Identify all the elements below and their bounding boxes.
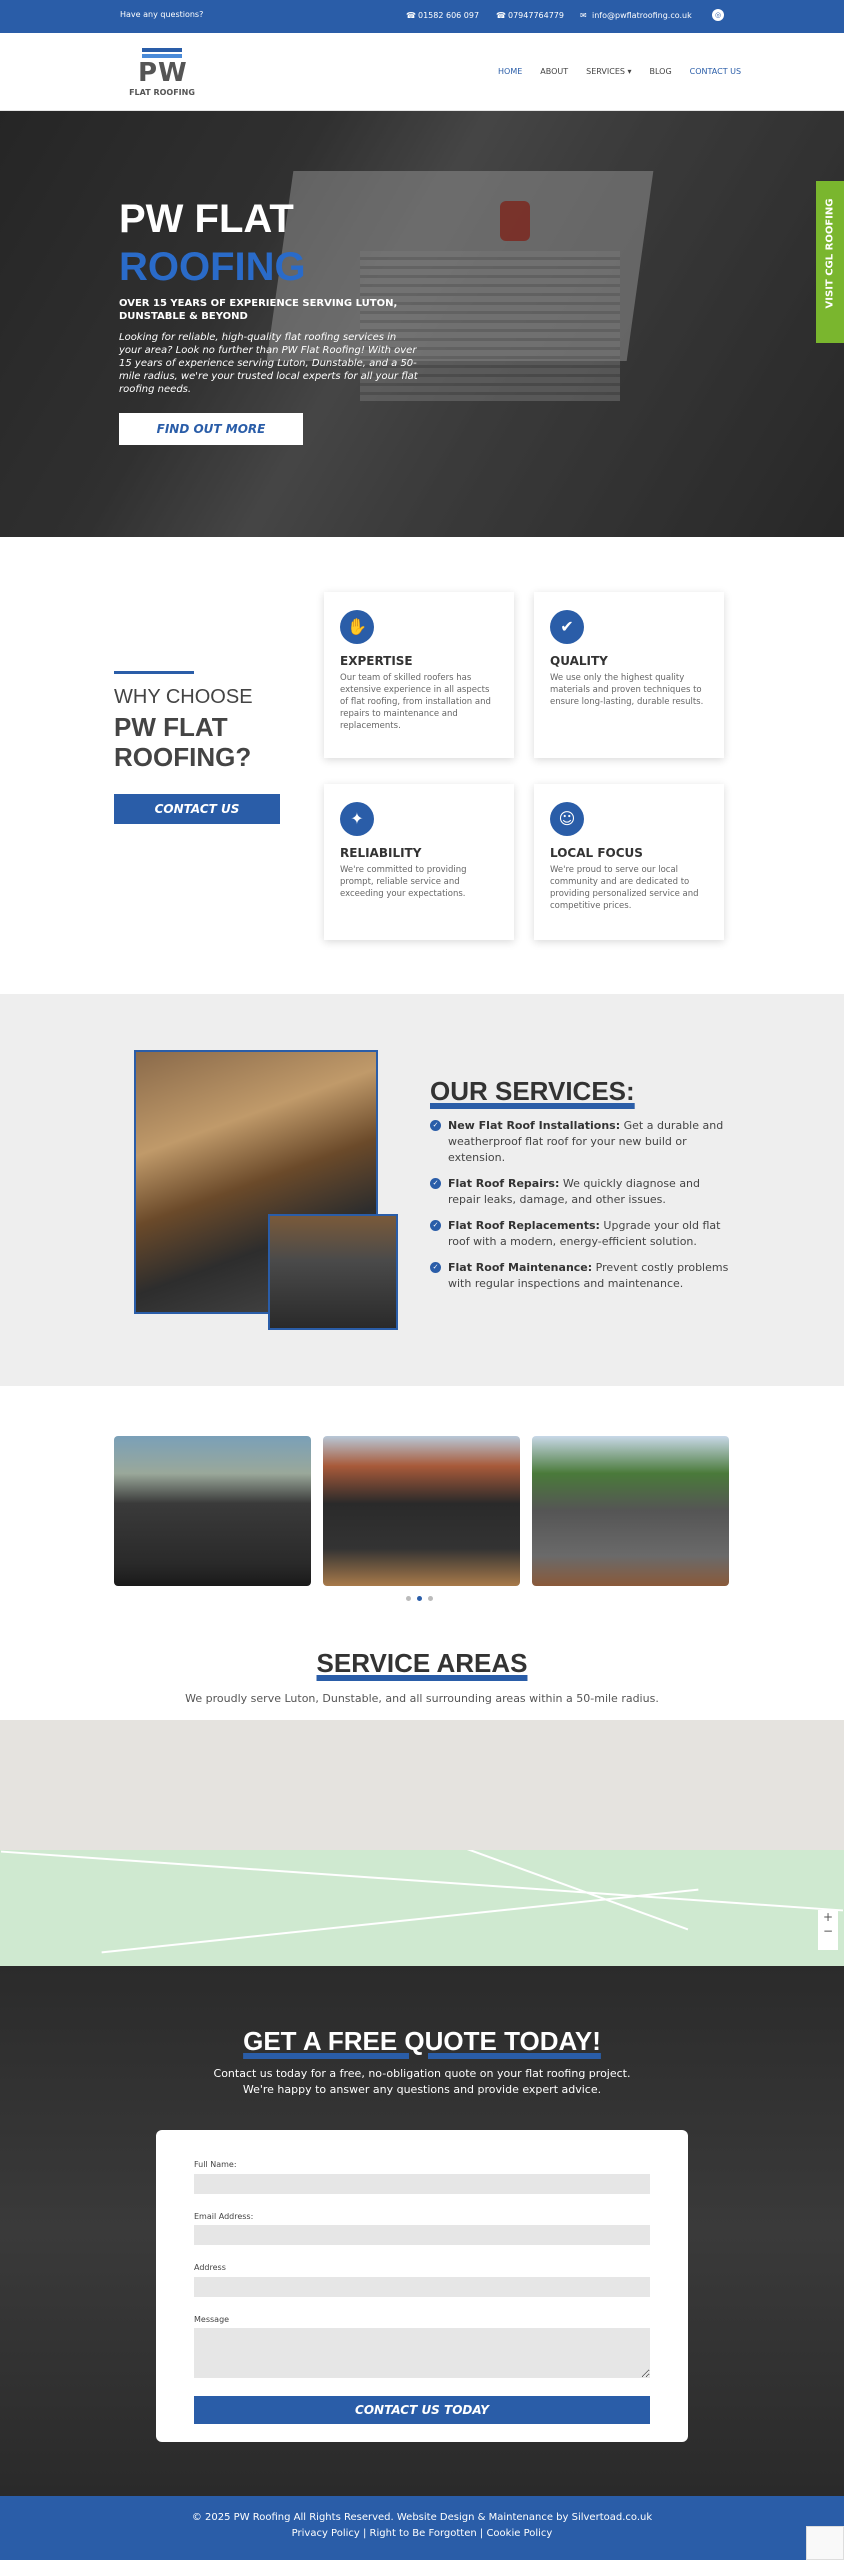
card-text: We use only the highest quality materials and proven techniques to ensure long-lasting, durable results. xyxy=(550,673,704,707)
footer-links xyxy=(0,2528,844,2539)
badge-check-icon: ✔ xyxy=(550,610,584,644)
phone2-link[interactable] xyxy=(496,11,564,20)
services-title: OUR SERVICES: xyxy=(430,1076,635,1106)
service-areas-title: SERVICE AREAS xyxy=(316,1648,528,1678)
nav-contact[interactable]: CONTACT US xyxy=(689,67,742,76)
check-icon: ✓ xyxy=(430,1120,441,1131)
card-title: LOCAL FOCUS xyxy=(550,846,643,860)
hero-subtitle: OVER 15 YEARS OF EXPERIENCE SERVING LUTON, DUNSTABLE & BEYOND xyxy=(119,298,398,322)
logo-text: FLAT ROOFING xyxy=(129,88,195,97)
service-name: Flat Roof Repairs: xyxy=(448,1177,560,1190)
phone1-text: 01582 606 097 xyxy=(418,11,480,20)
top-bar xyxy=(0,0,844,33)
why-heading-line2: PW FLAT ROOFING? xyxy=(114,712,252,772)
phone-icon: ☎ xyxy=(406,10,416,20)
nav-services[interactable] xyxy=(586,67,631,76)
map-zoom-controls[interactable] xyxy=(818,1910,838,1950)
hero-title-line1: PW FLAT xyxy=(119,197,294,241)
quote-section xyxy=(0,1966,844,2496)
service-desc: Upgrade your old flat roof with a modern, energy-efficient solution. xyxy=(448,1219,721,1248)
service-item xyxy=(430,1218,730,1250)
quote-title: GET A FREE QUOTE TODAY! xyxy=(243,2026,601,2056)
why-heading-line1: WHY CHOOSE xyxy=(114,686,253,708)
services-photo-inset xyxy=(268,1214,398,1330)
phone2-text: 07947764779 xyxy=(508,11,564,20)
service-desc: Get a durable and weatherproof flat roof for your new build or extension. xyxy=(448,1119,724,1164)
gallery-image-1[interactable] xyxy=(114,1436,311,1586)
map-road xyxy=(102,1889,699,1954)
nav-services-label: SERVICES xyxy=(586,67,625,76)
map-loading-area xyxy=(0,1720,844,1850)
hero-overlay xyxy=(0,111,844,537)
zoom-out-icon[interactable]: − xyxy=(822,1924,834,1938)
handshake-icon: ✦ xyxy=(340,802,374,836)
card-reliability xyxy=(324,784,514,940)
forgotten-link[interactable]: Right to Be Forgotten xyxy=(369,2528,477,2539)
name-label: Full Name: xyxy=(194,2160,237,2169)
address-field[interactable] xyxy=(194,2277,650,2297)
site-logo[interactable] xyxy=(124,48,200,100)
gallery-pagination xyxy=(406,1596,433,1601)
visit-cgl-label: VISIT CGL ROOFING xyxy=(824,198,836,309)
find-out-more-button[interactable]: FIND OUT MORE xyxy=(119,413,303,445)
site-footer xyxy=(0,2496,844,2560)
service-name: Flat Roof Maintenance: xyxy=(448,1261,593,1274)
phone-icon: ☎ xyxy=(496,10,506,20)
email-field[interactable] xyxy=(194,2225,650,2245)
card-text: We're committed to providing prompt, reliable service and exceeding your expectations. xyxy=(340,865,467,899)
card-expertise xyxy=(324,592,514,758)
gallery-image-3[interactable] xyxy=(532,1436,729,1586)
recaptcha-badge[interactable] xyxy=(806,2526,844,2560)
map-road xyxy=(312,1850,689,1930)
card-local-focus xyxy=(534,784,724,940)
nav-home[interactable]: HOME xyxy=(498,67,523,76)
logo-mark: PW xyxy=(138,58,188,88)
nav-about[interactable]: ABOUT xyxy=(540,67,569,76)
check-icon: ✓ xyxy=(430,1178,441,1189)
check-icon: ✓ xyxy=(430,1262,441,1273)
gallery-image-2[interactable] xyxy=(323,1436,520,1586)
card-quality xyxy=(534,592,724,758)
email-label: Email Address: xyxy=(194,2211,254,2221)
contact-us-today-button[interactable]: CONTACT US TODAY xyxy=(194,2396,650,2424)
why-divider xyxy=(114,671,194,674)
full-name-field[interactable] xyxy=(194,2174,650,2194)
site-header xyxy=(0,33,844,111)
service-areas-text: We proudly serve Luton, Dunstable, and all surrounding areas within a 50-mile radius. xyxy=(185,1692,659,1705)
visit-cgl-tab[interactable] xyxy=(816,181,844,343)
quote-intro-line2: We're happy to answer any questions and provide expert advice. xyxy=(242,2083,602,2096)
hero-title-line2: ROOFING xyxy=(119,245,306,289)
zoom-in-icon[interactable]: + xyxy=(822,1910,834,1924)
service-desc: We quickly diagnose and repair leaks, damage, and other issues. xyxy=(448,1177,701,1206)
message-field[interactable] xyxy=(194,2328,650,2378)
pagination-dot[interactable] xyxy=(406,1596,411,1601)
pagination-dot[interactable] xyxy=(428,1596,433,1601)
card-text: Our team of skilled roofers has extensive experience in all aspects of flat roofing, from installation and repairs to maintenance and replacements. xyxy=(340,673,491,731)
hero-title xyxy=(119,195,306,291)
footer-sep: | xyxy=(359,2528,370,2539)
service-item xyxy=(430,1260,730,1292)
card-title: QUALITY xyxy=(550,654,608,668)
people-icon: ☺ xyxy=(550,802,584,836)
nav-blog[interactable]: BLOG xyxy=(649,67,672,76)
mail-icon: ✉ xyxy=(580,10,587,20)
quote-form xyxy=(156,2130,688,2442)
logo-bar xyxy=(142,48,182,52)
card-title: EXPERTISE xyxy=(340,654,413,668)
message-label: Message xyxy=(194,2314,230,2324)
cookie-link[interactable]: Cookie Policy xyxy=(486,2528,553,2539)
hero-description: Looking for reliable, high-quality flat roofing services in your area? Look no further than PW Flat Roofing! With over 15 years of experience serving Luton, Dunstable, and a 50-mile radius, we're your trusted local experts for all your flat roofing needs. xyxy=(119,332,418,395)
service-desc: Prevent costly problems with regular inspections and maintenance. xyxy=(448,1261,729,1290)
quote-intro-line1: Contact us today for a free, no-obligation quote on your flat roofing project. xyxy=(213,2067,631,2080)
main-nav xyxy=(498,67,741,76)
footer-sep: | xyxy=(476,2528,487,2539)
service-item xyxy=(430,1176,730,1208)
service-name: Flat Roof Replacements: xyxy=(448,1219,600,1232)
email-link[interactable] xyxy=(580,11,692,20)
card-text: We're proud to serve our local community and are dedicated to providing personalized service and competitive prices. xyxy=(550,865,699,911)
pagination-dot-active[interactable] xyxy=(417,1596,422,1601)
service-map[interactable] xyxy=(0,1850,844,1966)
card-title: RELIABILITY xyxy=(340,846,422,860)
service-name: New Flat Roof Installations: xyxy=(448,1119,621,1132)
services-list xyxy=(430,1118,730,1302)
chevron-down-icon: ▾ xyxy=(627,67,632,76)
service-item xyxy=(430,1118,730,1166)
footer-copyright: © 2025 PW Roofing All Rights Reserved. Website Design & Maintenance by Silvertoad.co.uk xyxy=(191,2512,653,2523)
phone1-link[interactable] xyxy=(406,11,479,20)
top-question: Have any questions? xyxy=(120,10,204,19)
map-road xyxy=(1,1851,843,1912)
address-label: Address xyxy=(194,2263,226,2272)
hands-icon: ✋ xyxy=(340,610,374,644)
instagram-icon[interactable]: ◎ xyxy=(712,9,724,21)
privacy-link[interactable]: Privacy Policy xyxy=(291,2528,360,2539)
hero-section xyxy=(0,111,844,537)
quote-intro xyxy=(0,2066,844,2098)
check-icon: ✓ xyxy=(430,1220,441,1231)
email-text: info@pwflatroofing.co.uk xyxy=(592,11,692,20)
contact-us-button[interactable]: CONTACT US xyxy=(114,794,280,824)
services-section xyxy=(0,994,844,1386)
